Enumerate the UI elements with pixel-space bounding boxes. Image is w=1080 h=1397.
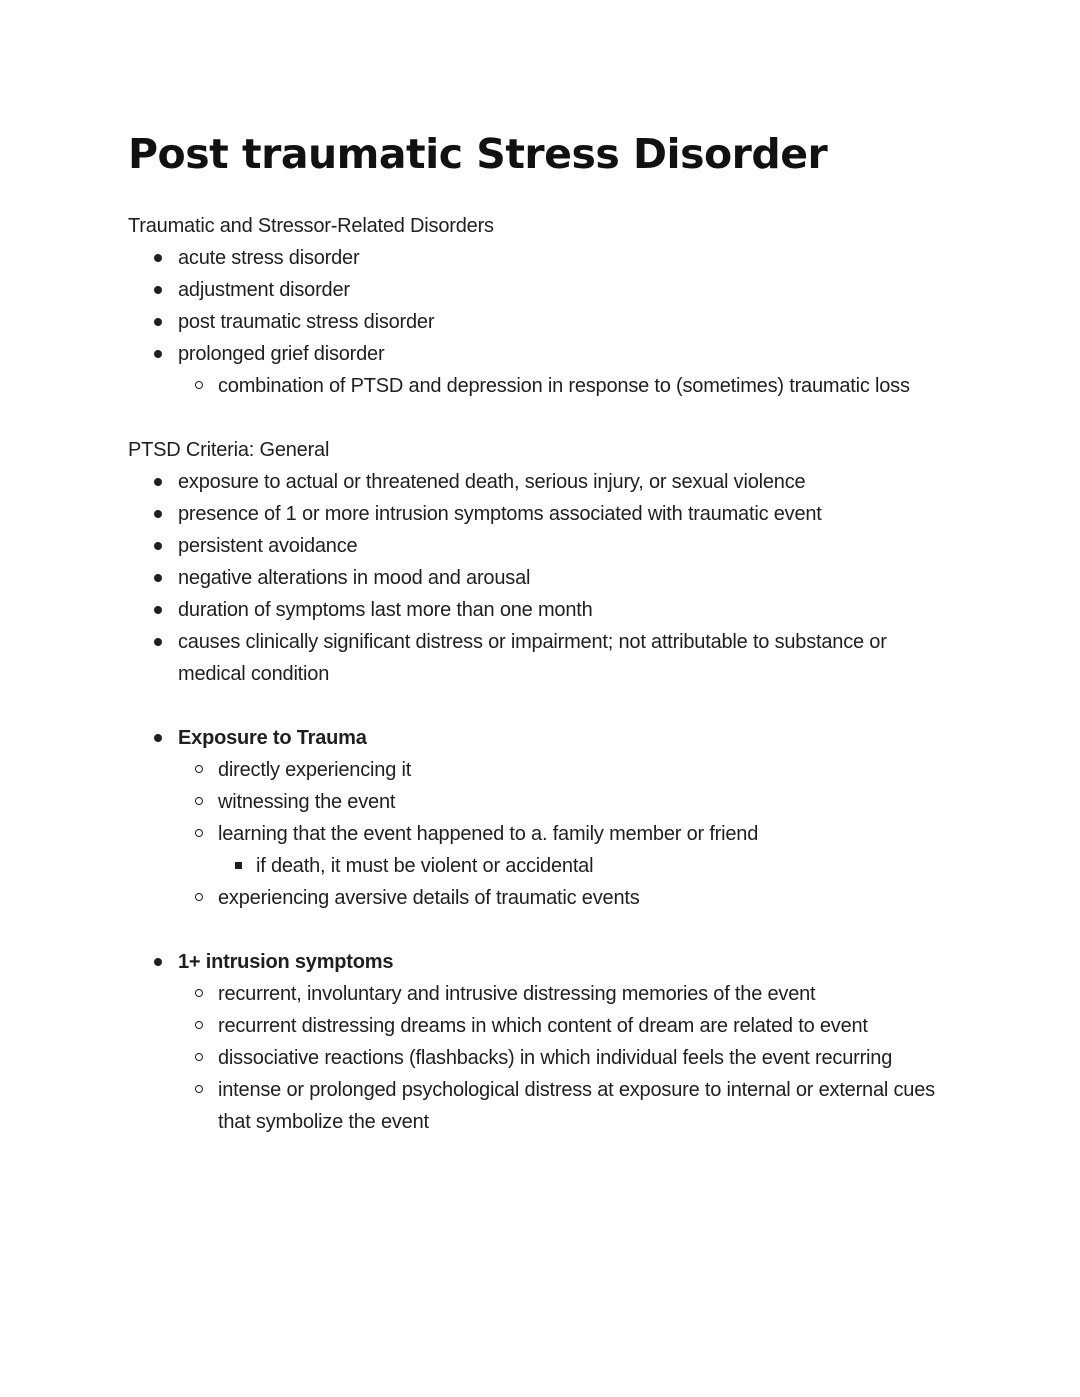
list-item: negative alterations in mood and arousal — [128, 562, 958, 594]
bullet-icon — [154, 638, 162, 646]
page-title: Post traumatic Stress Disorder — [128, 130, 828, 178]
section-heading-criteria: PTSD Criteria: General — [128, 439, 330, 461]
list-item: combination of PTSD and depression in response to (sometimes) traumatic loss — [178, 370, 958, 402]
section-heading-disorders: Traumatic and Stressor-Related Disorders — [128, 215, 494, 237]
hollow-bullet-icon — [195, 765, 203, 773]
list-item: if death, it must be violent or accidental — [218, 850, 958, 882]
hollow-bullet-icon — [195, 829, 203, 837]
list-item: directly experiencing it — [178, 754, 958, 786]
bullet-icon — [154, 478, 162, 486]
bullet-icon — [154, 542, 162, 550]
list-item: causes clinically significant distress or impairment; not attributable to substance or medical condition — [128, 626, 958, 690]
bullet-icon — [154, 254, 162, 262]
intrusion-list — [128, 946, 958, 1138]
list-item: persistent avoidance — [128, 530, 958, 562]
list-item: witnessing the event — [178, 786, 958, 818]
sub-list — [178, 754, 958, 914]
bullet-icon — [154, 606, 162, 614]
list-item: recurrent, involuntary and intrusive distressing memories of the event — [178, 978, 958, 1010]
sub-list — [178, 978, 958, 1138]
list-item: exposure to actual or threatened death, serious injury, or sexual violence — [128, 466, 958, 498]
intrusion-heading: 1+ intrusion symptoms — [178, 951, 394, 973]
hollow-bullet-icon — [195, 1085, 203, 1093]
list-item: intense or prolonged psychological distress at exposure to internal or external cues that symbolize the event — [178, 1074, 958, 1138]
hollow-bullet-icon — [195, 381, 203, 389]
list-item: prolonged grief disorder combination of PTSD and depression in response to (sometimes) traumatic loss — [128, 338, 958, 402]
list-item: dissociative reactions (flashbacks) in which individual feels the event recurring — [178, 1042, 958, 1074]
exposure-heading: Exposure to Trauma — [178, 727, 367, 749]
bullet-icon — [154, 350, 162, 358]
bullet-icon — [154, 734, 162, 742]
hollow-bullet-icon — [195, 893, 203, 901]
list-item: post traumatic stress disorder — [128, 306, 958, 338]
list-item: duration of symptoms last more than one month — [128, 594, 958, 626]
list-item: presence of 1 or more intrusion symptoms associated with traumatic event — [128, 498, 958, 530]
criteria-list — [128, 466, 958, 690]
bullet-icon — [154, 958, 162, 966]
bullet-icon — [154, 574, 162, 582]
sub-sub-list — [218, 850, 958, 882]
square-bullet-icon — [235, 862, 242, 869]
hollow-bullet-icon — [195, 1053, 203, 1061]
hollow-bullet-icon — [195, 989, 203, 997]
list-item: acute stress disorder — [128, 242, 958, 274]
list-item — [128, 946, 958, 1138]
hollow-bullet-icon — [195, 797, 203, 805]
bullet-icon — [154, 318, 162, 326]
bullet-icon — [154, 510, 162, 518]
exposure-list — [128, 722, 958, 914]
sub-list — [178, 370, 958, 402]
document-page — [128, 126, 958, 1138]
list-item — [128, 722, 958, 914]
list-item: learning that the event happened to a. family member or friend if death, it must be violent or accidental — [178, 818, 958, 882]
list-item: recurrent distressing dreams in which content of dream are related to event — [178, 1010, 958, 1042]
disorders-list — [128, 242, 958, 402]
hollow-bullet-icon — [195, 1021, 203, 1029]
list-item: experiencing aversive details of traumatic events — [178, 882, 958, 914]
bullet-icon — [154, 286, 162, 294]
list-item: adjustment disorder — [128, 274, 958, 306]
